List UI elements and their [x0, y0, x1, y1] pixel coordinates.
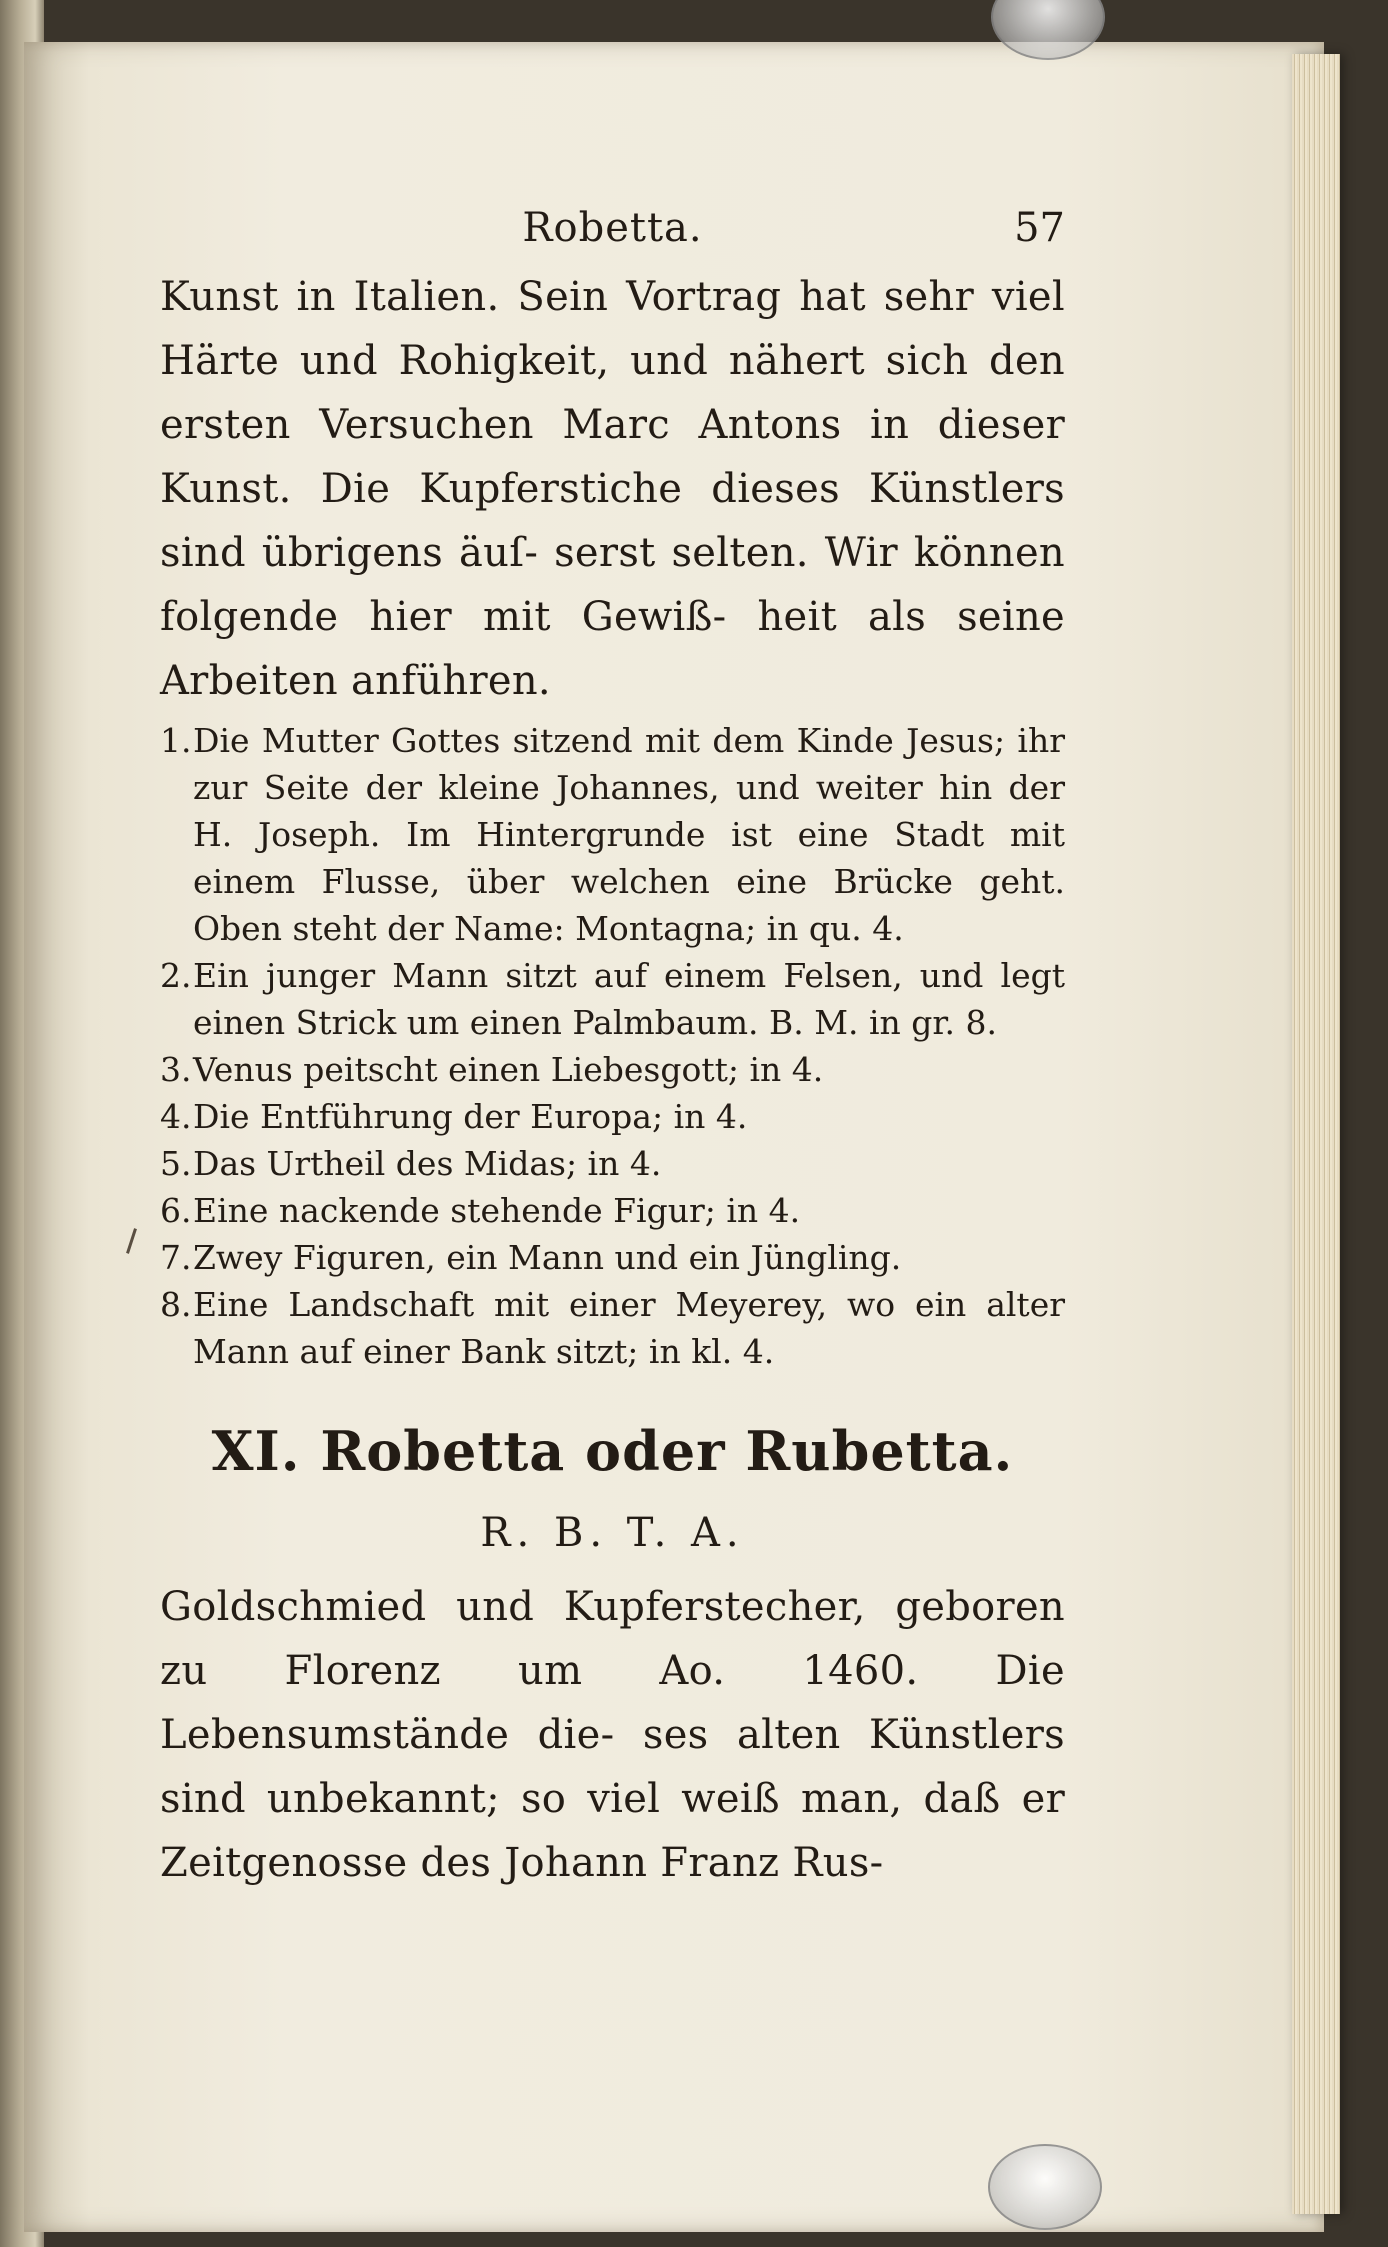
paragraph-intro: Kunst in Italien. Sein Vortrag hat sehr viel Härte und Rohigkeit, und nähert sich den ersten Versuchen Marc Antons in dieser Kunst. Die Kupferstiche dieses Künstlers sind übrigens äuſ- serst selten. Wir können folgende hier mit Gewiß- heit als seine Arbeiten anführen.: [160, 274, 1065, 704]
list-number: 5.: [160, 1144, 192, 1183]
running-title: Robetta.: [522, 205, 703, 251]
running-head: [160, 205, 1065, 265]
list-text: Die Entführung der Europa; in 4.: [193, 1097, 748, 1136]
list-number: 2.: [160, 956, 192, 995]
monogram: R. B. T. A.: [480, 1510, 745, 1556]
list-text: Die Mutter Gottes sitzend mit dem Kinde Jesus; ihr zur Seite der kleine Johannes, und weiter hin der H. Joseph. Im Hintergrunde ist eine Stadt mit einem Flusse, über welchen eine Brücke geht. Oben steht der Name: Montagna; in qu. 4.: [193, 721, 1065, 948]
page-text: [160, 205, 1065, 1895]
list-item: [160, 1046, 1065, 1093]
section-heading: XI. Robetta oder Rubetta.: [211, 1419, 1014, 1483]
list-number: 6.: [160, 1191, 192, 1230]
works-list: [160, 717, 1065, 1375]
list-number: 1.: [160, 721, 192, 760]
list-item: [160, 1281, 1065, 1375]
list-item: [160, 1234, 1065, 1281]
list-text: Eine nackende stehende Figur; in 4.: [193, 1191, 801, 1230]
bottom-page-clip: [988, 2144, 1102, 2230]
page-block-edge: [1292, 54, 1340, 2214]
list-number: 8.: [160, 1285, 192, 1324]
list-item: [160, 952, 1065, 1046]
list-number: 3.: [160, 1050, 192, 1089]
paragraph-biography: Goldschmied und Kupferstecher, geboren zu Florenz um Ao. 1460. Die Lebensumstände die- ses alten Künstlers sind unbekannt; so viel weiß man, daß er Zeitgenosse des Johann Franz Rus-: [160, 1584, 1065, 1886]
list-text: Ein junger Mann sitzt auf einem Felsen, und legt einen Strick um einen Palmbaum. B. M. in gr. 8.: [193, 956, 1065, 1042]
list-number: 4.: [160, 1097, 192, 1136]
list-item: [160, 1140, 1065, 1187]
list-item: [160, 717, 1065, 952]
list-text: Zwey Figuren, ein Mann und ein Jüngling.: [193, 1238, 902, 1277]
list-item: [160, 1093, 1065, 1140]
list-item: [160, 1187, 1065, 1234]
list-number: 7.: [160, 1238, 192, 1277]
page-number: 57: [1014, 205, 1065, 251]
list-text: Eine Landschaft mit einer Meyerey, wo ein alter Mann auf einer Bank sitzt; in kl. 4.: [193, 1285, 1065, 1371]
list-text: Venus peitscht einen Liebesgott; in 4.: [193, 1050, 824, 1089]
list-text: Das Urtheil des Midas; in 4.: [193, 1144, 662, 1183]
